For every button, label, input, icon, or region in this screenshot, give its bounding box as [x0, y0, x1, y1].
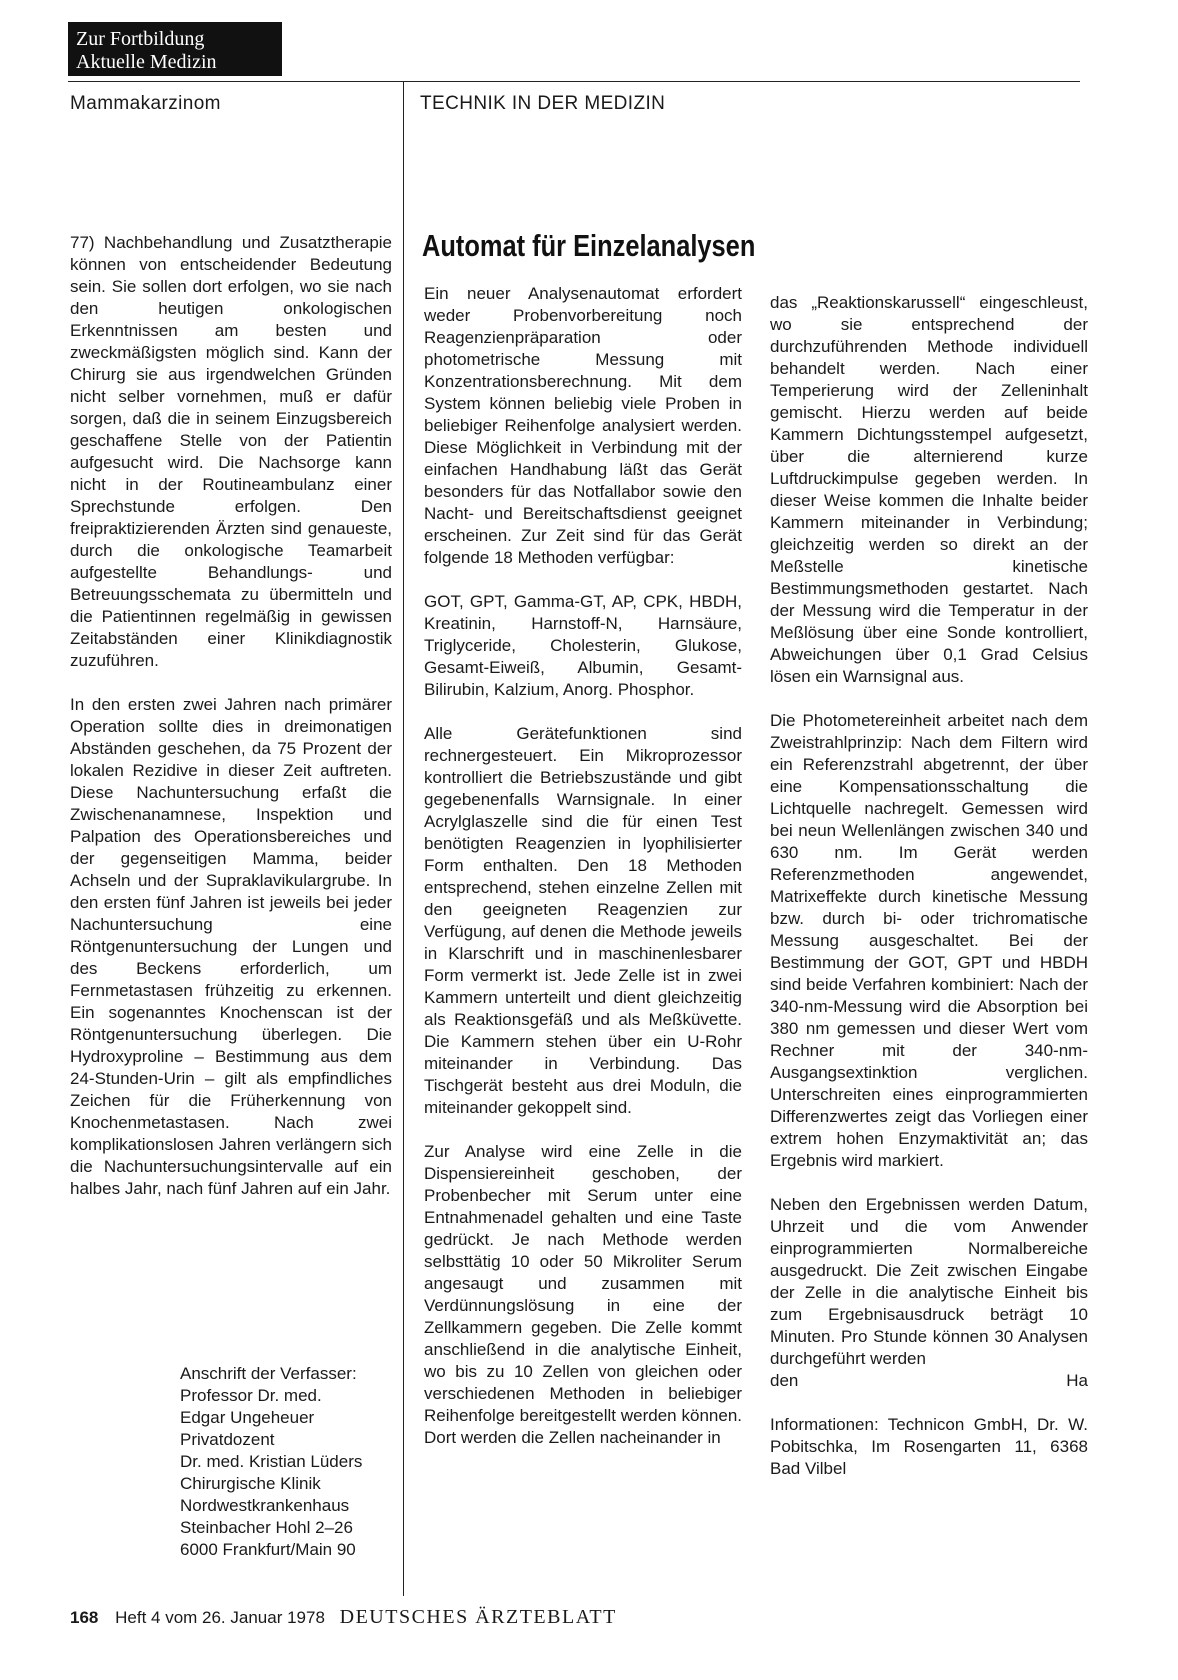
left-article-column	[70, 232, 392, 1222]
tail-left: den	[770, 1371, 799, 1390]
address-line: Dr. med. Kristian Lüders	[180, 1452, 363, 1471]
address-line: 6000 Frankfurt/Main 90	[180, 1540, 356, 1559]
section-label-left: Mammakarzinom	[70, 93, 221, 114]
address-line: Professor Dr. med.	[180, 1386, 322, 1405]
address-line: Steinbacher Hohl 2–26	[180, 1518, 353, 1537]
address-line: Privatdozent	[180, 1430, 275, 1449]
article-paragraph: Zur Analyse wird eine Zelle in die Dispensiereinheit geschoben, der Probenbecher mit Serum unter eine Entnahmenadel gehalten und eine Taste gedrückt. Je nach Methode werden selbsttätig 10 oder 50 Mikroliter Serum angesaugt und zusammen mit Verdünnungslösung in eine der Zellkammern gegeben. Die Zelle kommt anschließend in die analytische Einheit, wo bis zu 10 Zellen von gleichen oder verschiedenen Methoden in beliebiger Reihenfolge bereitgestellt werden können. Dort werden die Zellen nacheinander in	[424, 1142, 742, 1447]
page-number: 168	[70, 1608, 99, 1627]
address-line: Nordwestkrankenhaus	[180, 1496, 350, 1515]
masthead-line-2: Aktuelle Medizin	[76, 51, 217, 73]
article-column-2	[770, 292, 1088, 1502]
masthead-line-1: Zur Fortbildung	[76, 28, 205, 50]
left-paragraph: In den ersten zwei Jahren nach primärer Operation sollte dies in dreimonatigen Abständen geschehen, da 75 Prozent der lokalen Rezidive in dieser Zeit auftreten. Diese Nachuntersuchung erfaßt die Zwischenanamnese, Inspektion und Palpation des Operationsbereiches und der gegenseitigen Mamma, beider Achseln und der Supraklavikulargrube. In den ersten fünf Jahren ist jeweils bei jeder Nachuntersuchung eine Röntgenuntersuchung der Lungen und des Beckens erforderlich, um Fernmetastasen frühzeitig zu erkennen. Ein sogenanntes Knochenscan ist der Röntgenuntersuchung überlegen. Die Hydroxyproline – Bestimmung aus dem 24-Stunden-Urin – gilt als empfindliches Zeichen für die Früherkennung von Knochenmetastasen. Nach zwei komplikationslosen Jahren verlängern sich die Nachuntersuchungsintervalle auf ein halbes Jahr, nach fünf Jahren auf ein Jahr.	[70, 695, 392, 1198]
left-paragraph: 77) Nachbehandlung und Zusatztherapie können von entscheidender Bedeutung sein. Sie sollen dort erfolgen, wo sie nach den heutigen onkologischen Erkenntnissen am besten und zweckmäßigsten möglich sind. Kann der Chirurg sie aus irgendwelchen Gründen nicht selber vornehmen, muß er dafür sorgen, daß die in seinem Einzugsbereich geschaffene Stelle von der Patientin aufgesucht wird. Die Nachsorge kann nicht in der Routineambulanz einer Sprechstunde erfolgen. Den freipraktizierenden Ärzten sind genaueste, durch die onkologische Teamarbeit aufgestellte Behandlungs- und Betreuungsschemata zu übermitteln und die Patientinnen regelmäßig in gewissen Zeitabständen einer Klinikdiagnostik zuzuführen.	[70, 233, 392, 670]
masthead	[68, 22, 282, 76]
tail-right: Ha	[1066, 1371, 1088, 1390]
article-title: Automat für Einzelanalysen	[422, 228, 756, 263]
magazine-name: DEUTSCHES ÄRZTEBLATT	[339, 1606, 617, 1628]
address-line: Anschrift der Verfasser:	[180, 1364, 357, 1383]
top-rule	[68, 81, 1080, 82]
article-paragraph: Alle Gerätefunktionen sind rechnergesteuert. Ein Mikroprozessor kontrolliert die Betriebszustände und gibt gegebenenfalls Warnsignale. In einer Acrylglaszelle sind die für einen Test benötigten Reagenzien in lyophilisierter Form enthalten. Den 18 Methoden entsprechend, stehen einzelne Zellen mit den geeigneten Reagenzien zur Verfügung, auf denen die Methode jeweils in Klarschrift und in maschinenlesbarer Form vermerkt ist. Jede Zelle ist in zwei Kammern unterteilt und dient gleichzeitig als Reaktionsgefäß und als Meßküvette. Die Kammern stehen über ein U-Rohr miteinander in Verbindung. Das Tischgerät besteht aus drei Moduln, die miteinander gekoppelt sind.	[424, 724, 742, 1117]
page-footer	[70, 1606, 617, 1629]
article-column-1	[424, 283, 742, 1471]
contact-info: Informationen: Technicon GmbH, Dr. W. Pobitschka, Im Rosengarten 11, 6368 Bad Vilbel	[770, 1415, 1088, 1478]
issue-info: Heft 4 vom 26. Januar 1978	[115, 1608, 325, 1627]
section-label-right: TECHNIK IN DER MEDIZIN	[420, 93, 666, 114]
article-paragraph: Die Photometereinheit arbeitet nach dem Zweistrahlprinzip: Nach dem Filtern wird ein Referenzstrahl abgetrennt, der über eine Kompensationsschaltung die Lichtquelle nachregelt. Gemessen wird bei neun Wellenlängen zwischen 340 und 630 nm. Im Gerät werden Referenzmethoden angewendet, Matrixeffekte durch kinetische Messung bzw. durch bi- oder trichromatische Messung ausgeschaltet. Bei der Bestimmung der GOT, GPT und HBDH sind beide Verfahren kombiniert: Nach der 340-nm-Messung wird die Absorption bei 380 nm gemessen und dieser Wert vom Rechner mit der 340-nm-Ausgangsextinktion verglichen. Unterschreiten eines einprogrammierten Differenzwertes zeigt das Vorliegen einer extrem hohen Enzymaktivität an; das Ergebnis wird markiert.	[770, 711, 1088, 1170]
article-paragraph: Neben den Ergebnissen werden Datum, Uhrzeit und die vom Anwender einprogrammierten Normalbereiche ausgedruckt. Die Zeit zwischen Eingabe der Zelle in die analytische Einheit bis zum Ergebnisausdruck beträgt 10 Minuten. Pro Stunde können 30 Analysen durchgeführt werden	[770, 1195, 1088, 1368]
address-line: Chirurgische Klinik	[180, 1474, 321, 1493]
author-address	[180, 1363, 405, 1561]
article-paragraph-tail	[770, 1370, 1088, 1392]
article-paragraph: das „Reaktionskarussell“ eingeschleust, wo sie entsprechend der durchzuführenden Methode individuell behandelt werden. Nach einer Temperierung wird der Zelleninhalt gemischt. Hierzu werden auf beide Kammern Dichtungsstempel aufgesetzt, über die alternierend kurze Luftdruckimpulse gegeben werden. In dieser Weise kommen die Inhalte beider Kammern miteinander in Verbindung; gleichzeitig werden so direkt an der Meßstelle kinetische Bestimmungsmethoden gestartet. Nach der Messung wird die Temperatur in der Meßlösung über eine Sonde kontrolliert, Abweichungen über 0,1 Grad Celsius lösen ein Warnsignal aus.	[770, 293, 1088, 686]
address-line: Edgar Ungeheuer	[180, 1408, 315, 1427]
article-paragraph: Ein neuer Analysenautomat erfordert weder Probenvorbereitung noch Reagenzienpräparation oder photometrische Messung mit Konzentrationsberechnung. Mit dem System können beliebig viele Proben in beliebiger Reihenfolge analysiert werden. Diese Möglichkeit in Verbindung mit der einfachen Handhabung läßt das Gerät besonders für das Notfallabor sowie den Nacht- und Bereitschaftsdienst geeignet erscheinen. Zur Zeit sind für das Gerät folgende 18 Methoden verfügbar:	[424, 284, 742, 567]
methods-list: GOT, GPT, Gamma-GT, AP, CPK, HBDH, Kreatinin, Harnstoff-N, Harnsäure, Triglyceride, Cholesterin, Glukose, Gesamt-Eiweiß, Albumin, Gesamt-Bilirubin, Kalzium, Anorg. Phosphor.	[424, 592, 742, 699]
